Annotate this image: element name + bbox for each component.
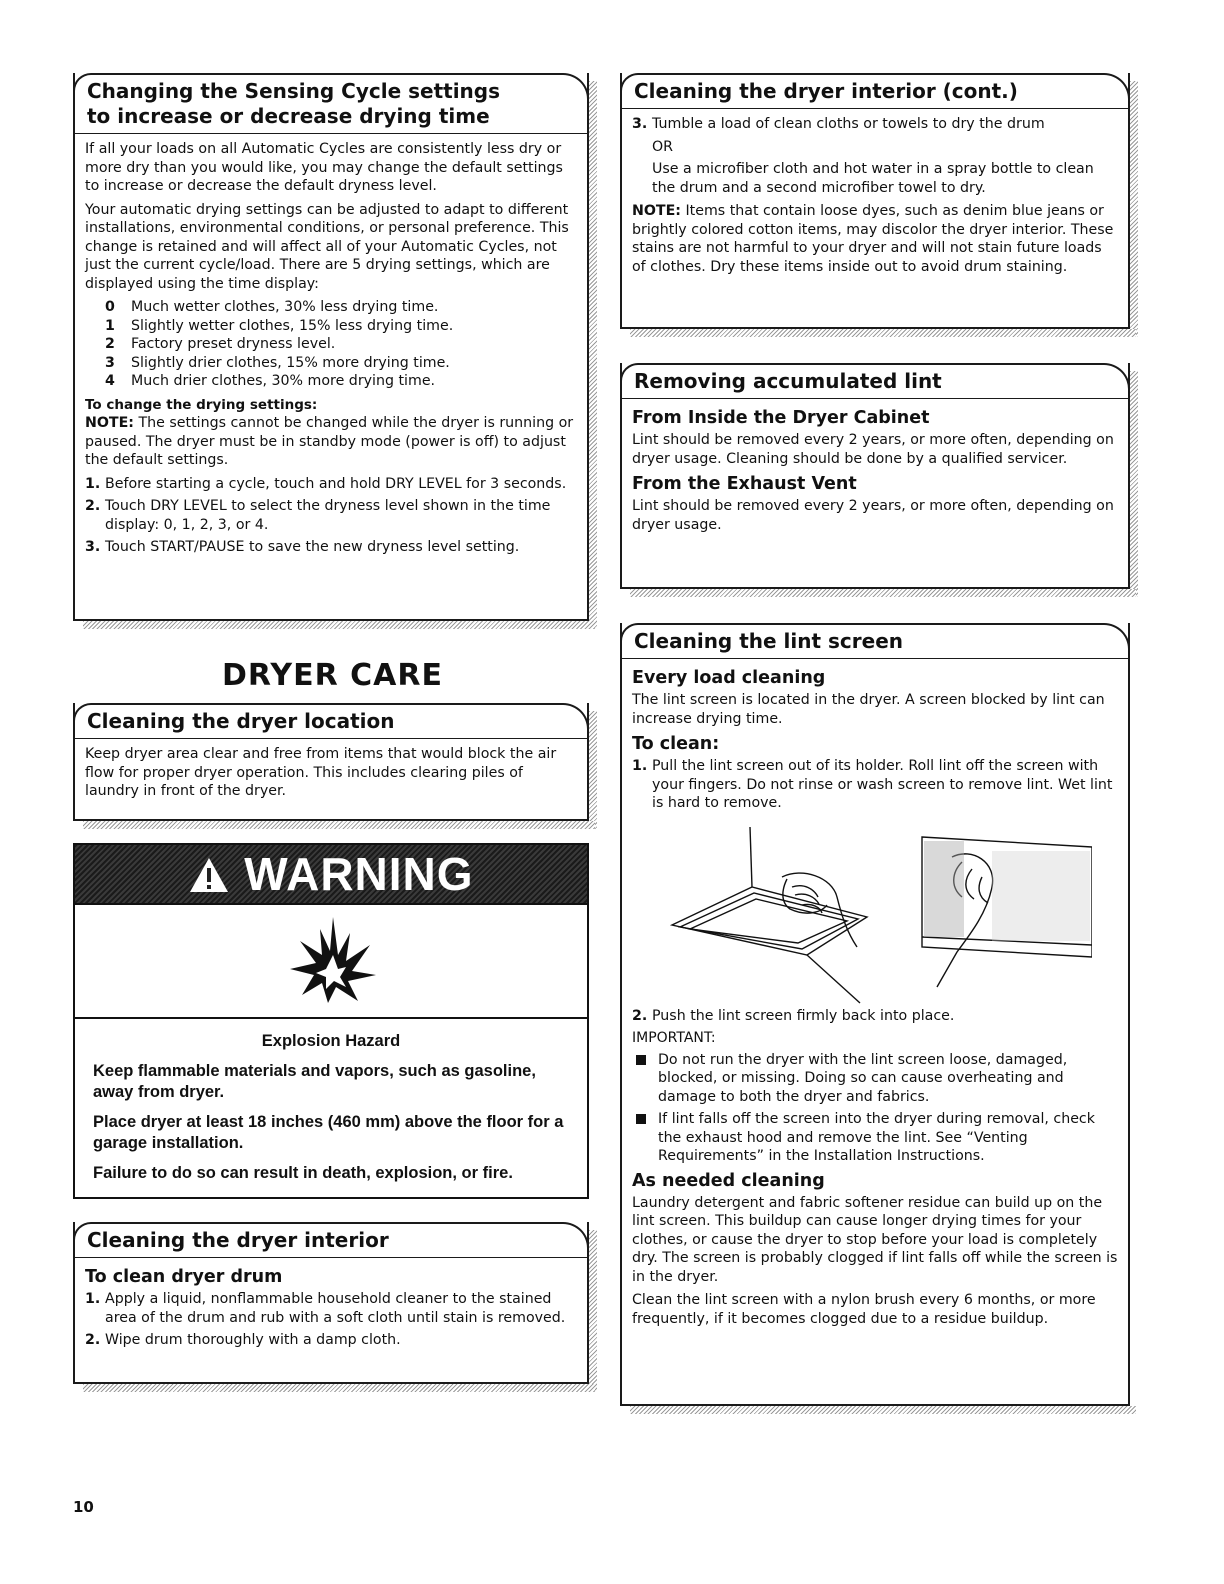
section-header <box>73 703 589 739</box>
list-item <box>632 1051 1118 1107</box>
explosion-icon <box>75 905 587 1019</box>
warning-text: Place dryer at least 18 inches (460 mm) above the floor for a garage installation. <box>93 1113 564 1152</box>
step-text: Touch DRY LEVEL to select the dryness level shown in the time display: 0, 1, 2, 3, or 4. <box>105 498 551 533</box>
step-number: 2. <box>85 1332 101 1348</box>
step-text: Touch START/PAUSE to save the new dryness level setting. <box>105 539 520 555</box>
steps-list <box>85 475 577 557</box>
list-item <box>85 475 577 494</box>
section-title: Removing accumulated lint <box>634 369 942 393</box>
list-item <box>105 354 577 373</box>
paragraph: If all your loads on all Automatic Cycles are consistently less dry or more dry than you would like, you may change the default settings to increase or decrease the default dryness level. <box>85 141 563 194</box>
step-text: Wipe drum thoroughly with a damp cloth. <box>105 1332 401 1348</box>
step-number: 3. <box>85 539 101 555</box>
list-item <box>105 298 577 317</box>
dryer-location-section <box>73 703 589 821</box>
subheading: As needed cleaning <box>632 1170 825 1191</box>
list-item <box>632 115 1118 134</box>
section-header <box>620 623 1130 659</box>
or-text: OR <box>652 138 674 155</box>
list-item <box>632 757 1118 813</box>
step-text: Before starting a cycle, touch and hold DRY LEVEL for 3 seconds. <box>105 475 567 492</box>
note-text: The settings cannot be changed while the dryer is running or paused. The dryer must be in standby mode (power is off) to adjust the default settings. <box>85 415 574 468</box>
note <box>85 414 577 470</box>
dryer-interior-cont-section <box>620 73 1130 329</box>
subheading: To change the drying settings: <box>85 396 318 413</box>
important-label: IMPORTANT: <box>632 1030 716 1046</box>
step-number: 1. <box>632 758 648 774</box>
level-number: 4 <box>105 373 115 389</box>
note <box>632 202 1118 276</box>
warning-label: WARNING <box>244 848 474 900</box>
section-title-line2: to increase or decrease drying time <box>87 104 490 128</box>
level-text: Much drier clothes, 30% more drying time. <box>131 373 436 389</box>
section-title: Cleaning the dryer interior <box>87 1228 389 1252</box>
page-title: DRYER CARE <box>222 658 443 693</box>
section-title: Changing the Sensing Cycle settings <box>87 79 501 103</box>
list-item <box>632 1007 1118 1026</box>
subheading: From Inside the Dryer Cabinet <box>632 408 930 428</box>
step-text: Tumble a load of clean cloths or towels to dry the drum <box>652 116 1045 132</box>
page-number: 10 <box>73 1498 94 1516</box>
bullet-text: If lint falls off the screen into the dryer during removal, check the exhaust hood and remove the lint. See “Venting Requirements” in the Installation Instructions. <box>658 1111 1095 1164</box>
section-header <box>620 73 1130 109</box>
paragraph: Laundry detergent and fabric softener residue can build up on the lint screen. This buildup can cause longer drying times for your clothes, or cause the dryer to stop before your load is completely dry. The screen is probably clogged if lint falls off while the screen is in the dryer. <box>632 1194 1118 1285</box>
level-text: Factory preset dryness level. <box>131 336 336 352</box>
section-title: Cleaning the dryer location <box>87 709 395 733</box>
level-number: 0 <box>105 299 115 315</box>
warning-text: Failure to do so can result in death, explosion, or fire. <box>93 1164 513 1182</box>
lint-removal-section <box>620 363 1130 589</box>
subheading: From the Exhaust Vent <box>632 474 857 494</box>
subheading: To clean: <box>632 734 720 754</box>
step-text: Pull the lint screen out of its holder. Roll lint off the screen with your fingers. Do not rinse or wash screen to remove lint. Wet lint is hard to remove. <box>652 758 1113 811</box>
list-item <box>85 1290 577 1327</box>
subheading: Every load cleaning <box>632 668 826 688</box>
list-item <box>85 497 577 534</box>
note-label: NOTE: <box>85 415 134 431</box>
dryness-level-list <box>85 298 577 391</box>
list-item <box>85 1331 577 1350</box>
subheading: To clean dryer drum <box>85 1267 283 1287</box>
lint-screen-illustration <box>632 817 1118 1007</box>
paragraph: Keep dryer area clear and free from items that would block the air flow for proper dryer operation. This includes clearing piles of laundry in front of the dryer. <box>85 746 557 799</box>
step-number: 3. <box>632 116 648 132</box>
level-number: 3 <box>105 354 115 371</box>
step-text: Push the lint screen firmly back into place. <box>652 1007 955 1024</box>
list-item <box>105 335 577 354</box>
paragraph: The lint screen is located in the dryer. A screen blocked by lint can increase drying time. <box>632 692 1105 727</box>
step-number: 1. <box>85 475 101 492</box>
section-title: Cleaning the lint screen <box>634 629 903 653</box>
note-text: Items that contain loose dyes, such as denim blue jeans or brightly colored cotton items, may discolor the dryer interior. These stains are not harmful to your dryer and will not stain future loads of clothes. Dry these items inside out to avoid drum staining. <box>632 203 1114 275</box>
level-number: 1 <box>105 317 115 334</box>
step-text: Apply a liquid, nonflammable household cleaner to the stained area of the drum and rub with a soft cloth until stain is removed. <box>105 1291 566 1326</box>
section-header <box>73 73 589 134</box>
section-header <box>620 363 1130 399</box>
section-header <box>73 1222 589 1258</box>
list-item <box>632 1110 1118 1166</box>
warning-box <box>73 843 589 1199</box>
hazard-title: Explosion Hazard <box>261 1032 401 1050</box>
step-number: 2. <box>632 1007 648 1024</box>
bullet-icon <box>636 1114 646 1124</box>
level-text: Much wetter clothes, 30% less drying time. <box>131 299 439 315</box>
note-label: NOTE: <box>632 203 681 219</box>
lint-screen-section <box>620 623 1130 1406</box>
warning-banner <box>75 845 587 905</box>
paragraph: Lint should be removed every 2 years, or more often, depending on dryer usage. <box>632 498 1114 533</box>
paragraph: Your automatic drying settings can be adjusted to adapt to different installations, environmental conditions, or personal preference. This change is retained and will affect all of your Automatic Cycles, not just the current cycle/load. There are 5 drying settings, which are displayed using the time display: <box>85 201 569 292</box>
step-number: 1. <box>85 1291 101 1307</box>
warning-triangle-icon <box>188 848 244 900</box>
level-text: Slightly drier clothes, 15% more drying time. <box>131 354 450 371</box>
section-title: Cleaning the dryer interior (cont.) <box>634 79 1018 103</box>
level-text: Slightly wetter clothes, 15% less drying time. <box>131 317 454 334</box>
list-item <box>105 317 577 336</box>
warning-text: Keep flammable materials and vapors, such as gasoline, away from dryer. <box>93 1062 536 1101</box>
step-text: Use a microfiber cloth and hot water in a spray bottle to clean the drum and a second microfiber towel to dry. <box>652 161 1094 196</box>
paragraph: Lint should be removed every 2 years, or more often, depending on dryer usage. Cleaning should be done by a qualified servicer. <box>632 432 1114 467</box>
dryer-interior-section <box>73 1222 589 1384</box>
list-item <box>105 372 577 391</box>
bullet-icon <box>636 1055 646 1065</box>
list-item <box>85 538 577 557</box>
sensing-cycle-section <box>73 73 589 621</box>
level-number: 2 <box>105 336 115 352</box>
bullet-text: Do not run the dryer with the lint screen loose, damaged, blocked, or missing. Doing so can cause overheating and damage to both the dryer and fabrics. <box>658 1051 1068 1105</box>
paragraph: Clean the lint screen with a nylon brush every 6 months, or more frequently, if it becomes clogged due to a residue buildup. <box>632 1292 1096 1327</box>
step-number: 2. <box>85 498 101 514</box>
